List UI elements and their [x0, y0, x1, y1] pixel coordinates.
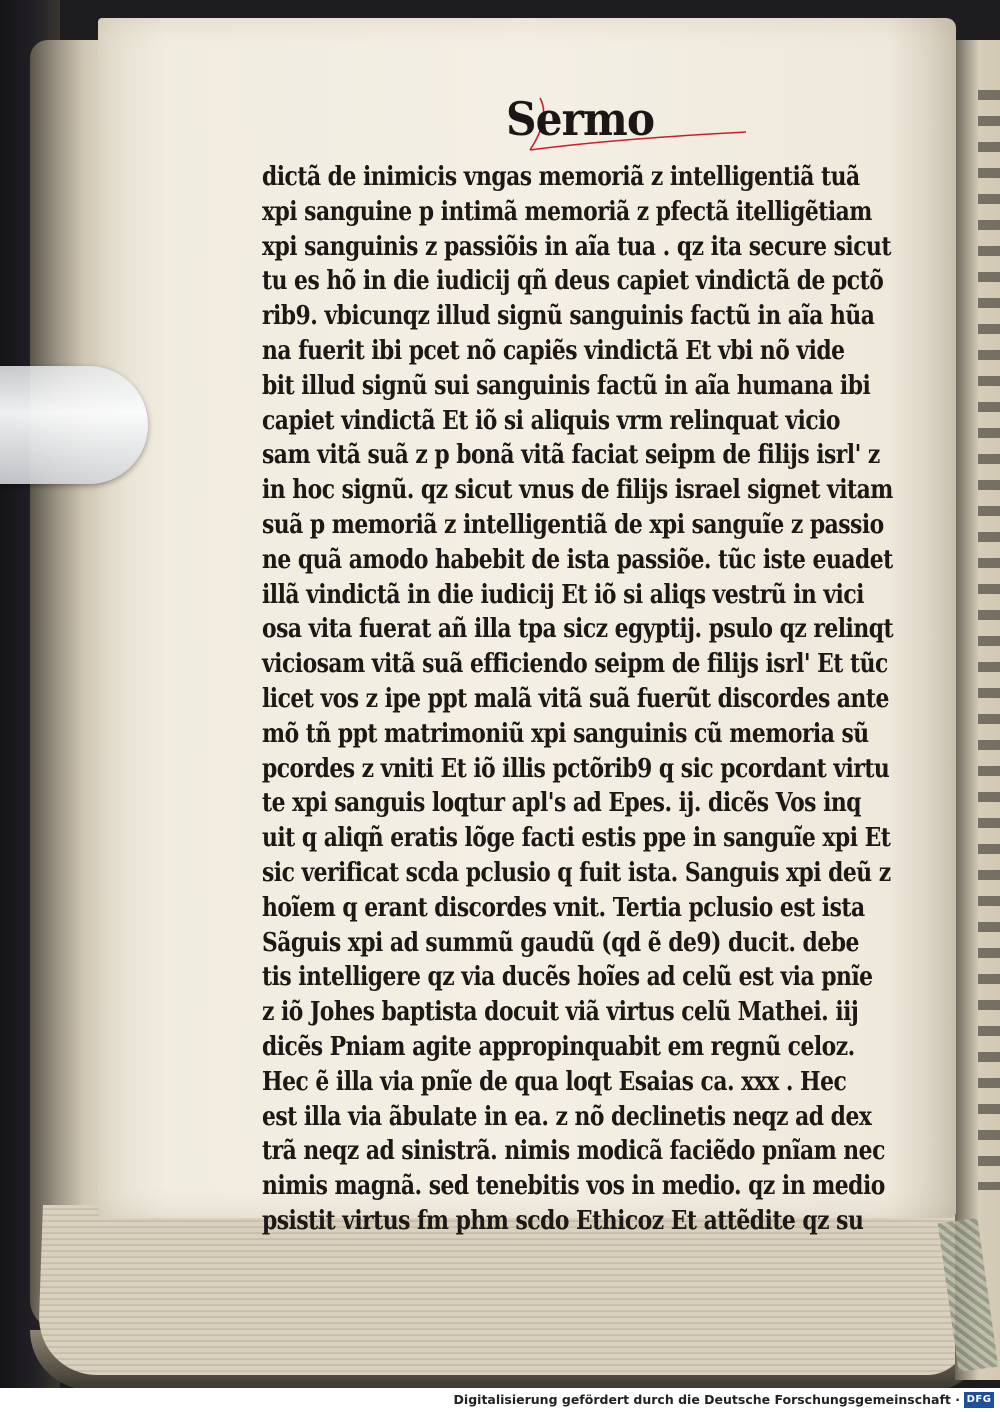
text-line: sic verificat scda pclusio q fuit ista. Sanguis xpi deũ z [262, 857, 891, 888]
text-block [262, 160, 902, 1239]
text-line: na fuerit ibi pcet nõ capiẽs vindictã Et vbi nõ vide [262, 335, 845, 366]
text-line: suã p memoriã z intelligentiã de xpi sanguĩe z passio [262, 509, 884, 540]
facing-page-text [978, 90, 1000, 1190]
text-line: xpi sanguine p intimã memoriã z pfectã itelligẽtiam [262, 196, 872, 227]
text-line: ne quã amodo habebit de ista passiõe. tũc iste euadet [262, 544, 893, 575]
text-line: trã neqz ad sinistrã. nimis modicã faciẽdo pnĩam nec [262, 1136, 885, 1167]
text-line: uit q aliqñ eratis lõge facti estis ppe in sanguĩe xpi Et [262, 823, 891, 854]
text-line: in hoc signũ. qz sicut vnus de filijs israel signet vitam [262, 475, 893, 506]
text-line: xpi sanguinis z passiõis in aĩa tua . qz ita secure sicut [262, 231, 891, 262]
text-line: z iõ Johes baptista docuit viã virtus celũ Mathei. iij [262, 997, 859, 1028]
text-line: Hec ẽ illa via pnĩe de qua loqt Esaias ca. xxx . Hec [262, 1066, 847, 1097]
text-line: hoĩem q erant discordes vnit. Tertia pclusio est ista [262, 892, 865, 923]
text-line: capiet vindictã Et iõ si aliquis vrm relinquat vicio [262, 405, 840, 436]
text-line: psistit virtus fm phm scdo Ethicoz Et attẽdite qz su [262, 1205, 864, 1236]
glass-page-holder [0, 366, 148, 484]
dfg-logo[interactable]: DFG [964, 1392, 994, 1408]
text-line: dictã de inimicis vngas memoriã z intelligentiã tuã [262, 162, 860, 192]
text-line: tu es hõ in die iudicij qñ deus capiet vindictã de pctõ [262, 266, 884, 297]
text-line: illã vindictã in die iudicij Et iõ si aliqs vestrũ in vici [262, 579, 864, 610]
text-line: bit illud signũ sui sanguinis factũ in aĩa humana ibi [262, 370, 871, 401]
text-line: mõ tñ ppt matrimoniũ xpi sanguinis cũ memoria sũ [262, 718, 869, 749]
text-line: licet vos z ipe ppt malã vitã suã fuerũt discordes ante [262, 683, 889, 714]
text-line: sam vitã suã z p bonã vitã faciat seipm de filijs isrl' z [262, 440, 880, 471]
text-line: nimis magnã. sed tenebitis vos in medio. qz in medio [262, 1171, 885, 1202]
text-line: Sãguis xpi ad summũ gaudũ (qd ẽ de9) ducit. debe [262, 927, 859, 958]
text-line: viciosam vitã suã efficiendo seipm de filijs isrl' Et tũc [262, 649, 888, 680]
text-line: dicẽs Pniam agite appropinquabit em regnũ celoz. [262, 1031, 855, 1062]
text-line: osa vita fuerat añ illa tpa sicz egyptij. psulo qz relinqt [262, 614, 894, 645]
funding-credit: Digitalisierung gefördert durch die Deutsche Forschungsgemeinschaft · [453, 1392, 960, 1407]
text-line: est illa via ãbulate in ea. z nõ declinetis neqz ad dex [262, 1101, 872, 1132]
text-line: rib9. vbicunqz illud signũ sanguinis factũ in aĩa hũa [262, 301, 875, 332]
page-title: Sermo [506, 92, 655, 146]
footer-bar [0, 1388, 1000, 1412]
text-line: pcordes z vniti Et iõ illis pctõrib9 q sic pcordant virtu [262, 753, 890, 784]
text-line: te xpi sanguis loqtur apl's ad Epes. ij. dicẽs Vos inq [262, 788, 862, 819]
text-line: tis intelligere qz via ducẽs hoĩes ad celũ est via pnĩe [262, 962, 873, 993]
